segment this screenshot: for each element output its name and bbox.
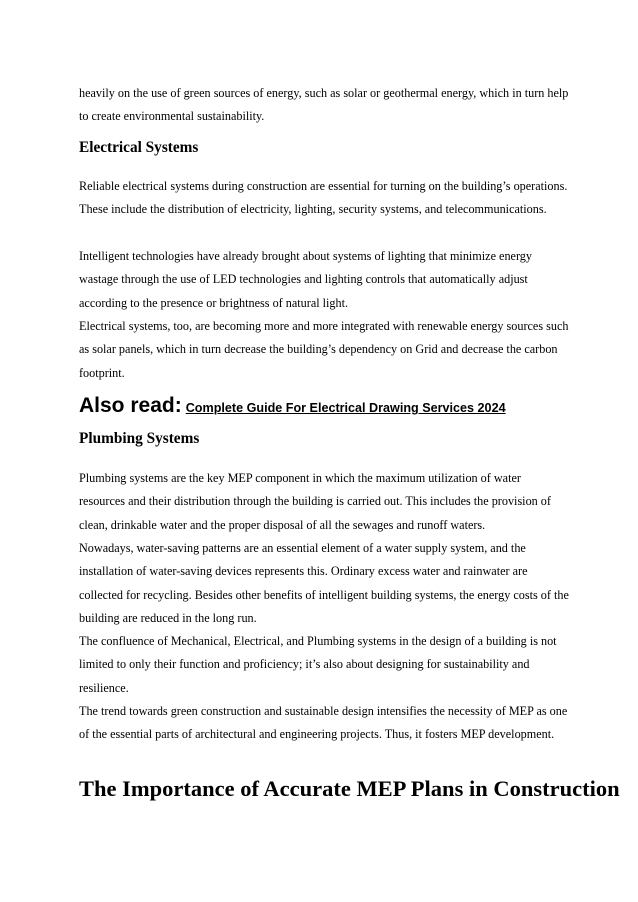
electrical-paragraph-3: Electrical systems, too, are becoming more and more integrated with renewable energy sources such as solar panels, which in turn decrease the building’s dependency on Grid and decrease the carbon footprint. <box>79 319 569 380</box>
electrical-paragraph-1: Reliable electrical systems during construction are essential for turning on the building’s operations. These include the distribution of electricity, lighting, security systems, and telecommunications. <box>79 179 568 217</box>
electrical-systems-heading: Electrical Systems <box>79 139 199 156</box>
plumbing-paragraph-3: The confluence of Mechanical, Electrical, and Plumbing systems in the design of a building is not limited to only their function and proficiency; it’s also about designing for sustainability and resilience. <box>79 634 557 695</box>
electrical-paragraph-2: Intelligent technologies have already brought about systems of lighting that minimize energy wastage through the use of LED technologies and lighting controls that automatically adjust according to the presence or brightness of natural light. <box>79 249 532 310</box>
electrical-drawing-guide-link[interactable]: Complete Guide For Electrical Drawing Services 2024 <box>185 401 506 415</box>
section-heading: The Importance of Accurate MEP Plans in Construction <box>79 776 620 801</box>
intro-paragraph: heavily on the use of green sources of energy, such as solar or geothermal energy, which in turn help to create environmental sustainability. <box>79 86 569 124</box>
plumbing-paragraph-1: Plumbing systems are the key MEP component in which the maximum utilization of water resources and their distribution through the building is carried out. This includes the provision of clean, drinkable water and the proper disposal of all the sewages and runoff waters. <box>79 471 551 532</box>
plumbing-systems-heading: Plumbing Systems <box>79 430 200 447</box>
plumbing-paragraph-4: The trend towards green construction and sustainable design intensifies the necessity of MEP as one of the essential parts of architectural and engineering projects. Thus, it fosters MEP development. <box>79 704 568 742</box>
also-read-line <box>79 391 506 423</box>
also-read-label: Also read: <box>79 394 182 417</box>
plumbing-paragraph-2: Nowadays, water-saving patterns are an essential element of a water supply system, and the installation of water-saving devices represents this. Ordinary excess water and rainwater are collected for recycling. Besides other benefits of intelligent building systems, the energy costs of the building are reduced in the long run. <box>79 541 569 625</box>
